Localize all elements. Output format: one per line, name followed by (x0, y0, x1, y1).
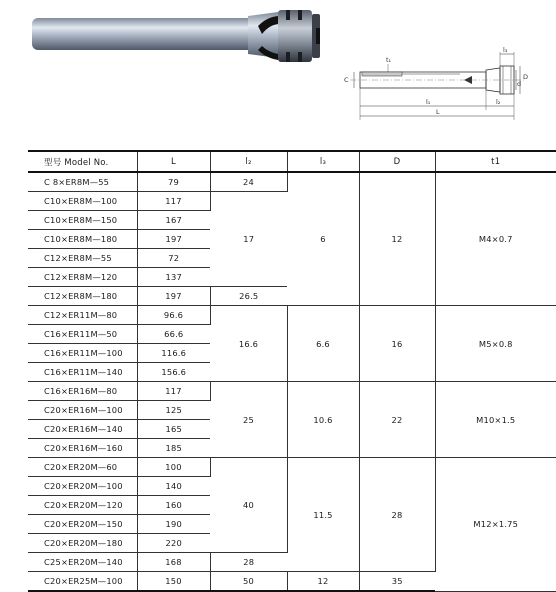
d-cell: 22 (359, 382, 435, 458)
l-cell: 197 (137, 287, 210, 306)
model-cell: C20×ER20M—150 (28, 515, 137, 534)
model-cell: C12×ER8M—55 (28, 249, 137, 268)
l-cell: 137 (137, 268, 210, 287)
l-cell: 116.6 (137, 344, 210, 363)
t1-cell: M5×0.8 (435, 306, 556, 382)
dimension-drawing (340, 46, 530, 126)
model-cell: C12×ER8M—120 (28, 268, 137, 287)
t1-cell: M12×1.75 (435, 458, 556, 592)
model-cell: C10×ER8M—180 (28, 230, 137, 249)
table-row (28, 306, 556, 325)
l3-cell: 10.6 (287, 382, 359, 458)
header-t1: t1 (435, 151, 556, 172)
l3-cell: 12 (287, 572, 359, 592)
l-cell: 117 (137, 192, 210, 211)
dim-label-d-outer: D (523, 73, 529, 81)
dim-label-l1: l₁ (426, 98, 431, 106)
model-cell: C20×ER16M—160 (28, 439, 137, 458)
t1-cell: M4×0.7 (435, 172, 556, 306)
l-cell: 197 (137, 230, 210, 249)
model-cell: C20×ER20M—60 (28, 458, 137, 477)
model-cell: C20×ER16M—140 (28, 420, 137, 439)
model-cell: C20×ER20M—120 (28, 496, 137, 515)
table-row (28, 172, 556, 192)
l-cell: 72 (137, 249, 210, 268)
l-cell: 185 (137, 439, 210, 458)
l-cell: 160 (137, 496, 210, 515)
spec-table (28, 150, 556, 592)
dim-label-total-l: L (436, 108, 440, 116)
l-cell: 79 (137, 172, 210, 192)
header-d: D (359, 151, 435, 172)
dim-label-l2: l₂ (496, 98, 501, 106)
model-cell: C20×ER20M—100 (28, 477, 137, 496)
model-cell: C10×ER8M—100 (28, 192, 137, 211)
l-cell: 117 (137, 382, 210, 401)
table-header-row (28, 151, 556, 172)
model-cell: C12×ER11M—80 (28, 306, 137, 325)
l3-cell: 11.5 (287, 458, 359, 572)
l-cell: 220 (137, 534, 210, 553)
header-l: L (137, 151, 210, 172)
model-cell: C20×ER25M—100 (28, 572, 137, 592)
model-cell: C16×ER16M—80 (28, 382, 137, 401)
l-cell: 156.6 (137, 363, 210, 382)
model-cell: C20×ER16M—100 (28, 401, 137, 420)
l-cell: 66.6 (137, 325, 210, 344)
dim-label-d-inner: d (517, 80, 522, 88)
l-cell: 165 (137, 420, 210, 439)
l-cell: 167 (137, 211, 210, 230)
model-cell: C16×ER11M—140 (28, 363, 137, 382)
l2-cell: 40 (210, 458, 287, 553)
d-cell: 12 (359, 172, 435, 306)
d-cell: 35 (359, 572, 435, 592)
product-photo (30, 8, 322, 70)
l2-cell: 24 (210, 172, 287, 192)
d-cell: 16 (359, 306, 435, 382)
l-cell: 150 (137, 572, 210, 592)
l-cell: 96.6 (137, 306, 210, 325)
header-model: 型号 Model No. (28, 151, 137, 172)
l-cell: 140 (137, 477, 210, 496)
l-cell: 125 (137, 401, 210, 420)
model-cell: C 8×ER8M—55 (28, 172, 137, 192)
model-cell: C16×ER11M—100 (28, 344, 137, 363)
model-cell: C25×ER20M—140 (28, 553, 137, 572)
header-l3: l₃ (287, 151, 359, 172)
model-cell: C20×ER20M—180 (28, 534, 137, 553)
l2-cell: 26.5 (210, 287, 287, 306)
l2-cell: 16.6 (210, 306, 287, 382)
table-row (28, 458, 556, 477)
dim-label-t1: t₁ (386, 56, 392, 64)
d-cell: 28 (359, 458, 435, 572)
l2-cell: 28 (210, 553, 287, 572)
dim-label-l3: l₃ (503, 46, 508, 54)
l3-cell: 6.6 (287, 306, 359, 382)
model-cell: C10×ER8M—150 (28, 211, 137, 230)
t1-cell: M10×1.5 (435, 382, 556, 458)
l2-cell: 17 (210, 192, 287, 287)
dim-label-c: C (344, 76, 349, 84)
l2-cell: 25 (210, 382, 287, 458)
model-cell: C16×ER11M—50 (28, 325, 137, 344)
l-cell: 168 (137, 553, 210, 572)
l2-cell: 50 (210, 572, 287, 592)
table-row (28, 382, 556, 401)
model-cell: C12×ER8M—180 (28, 287, 137, 306)
header-l2: l₂ (210, 151, 287, 172)
l-cell: 100 (137, 458, 210, 477)
l-cell: 190 (137, 515, 210, 534)
l3-cell: 6 (287, 172, 359, 306)
